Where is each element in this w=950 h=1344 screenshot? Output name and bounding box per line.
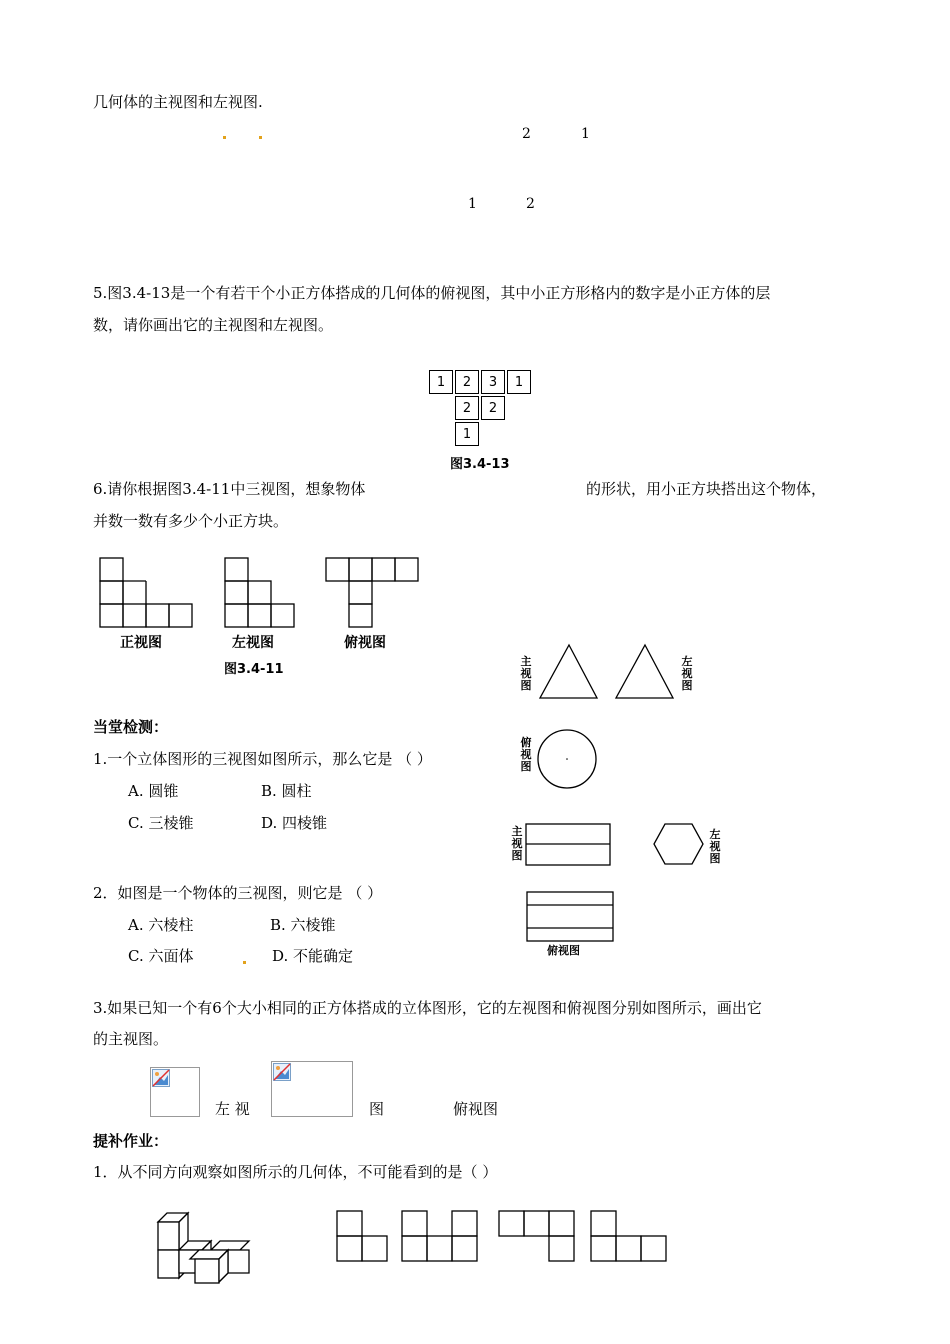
option-c-view: [498, 1210, 578, 1264]
decor-dot: [259, 136, 262, 139]
option: D. 四棱锥: [261, 814, 328, 832]
option: A. 圆锥: [128, 782, 179, 800]
section-heading: 提补作业：: [93, 1132, 169, 1150]
figure-caption: 图3.4-11: [224, 662, 284, 677]
image-placeholder-icon: [152, 1069, 170, 1087]
cone-main-view: [539, 644, 599, 700]
grid-cell: 1: [429, 370, 453, 394]
option-a-view: [336, 1210, 390, 1264]
grid-cell: 1: [507, 370, 531, 394]
homework-q1: 1．从不同方向观察如图所示的几何体，不可能看到的是（ ）: [93, 1163, 498, 1181]
grid-cell: 1: [455, 422, 479, 446]
q3-left-label: 左 视: [215, 1100, 250, 1118]
option: C. 六面体: [128, 947, 194, 965]
view-label: 俯视图: [344, 635, 386, 651]
main-view-label: 主 视 图: [520, 655, 532, 692]
cone-top-view: [536, 728, 598, 790]
check-q2: 2．如图是一个物体的三视图，则它是 （ ）: [93, 884, 383, 902]
grid-cell: 3: [481, 370, 505, 394]
left-view-figure: [224, 557, 296, 629]
front-view-figure: [99, 557, 194, 629]
option: D. 不能确定: [272, 947, 354, 965]
top-view-label: 俯 视 图: [520, 736, 532, 773]
grid-number: 2: [526, 196, 535, 212]
isometric-solid: [155, 1210, 253, 1288]
top-view-image: [271, 1061, 353, 1117]
grid-number: 2: [522, 126, 531, 142]
view-label: 左视图: [232, 635, 274, 651]
prism-top-view: [526, 891, 615, 943]
cone-left-view: [615, 644, 675, 700]
check-q3-line2: 的主视图。: [93, 1030, 169, 1048]
option-b-view: [401, 1210, 481, 1264]
top-view-figure: [325, 557, 420, 629]
main-view-label: 主 视 图: [511, 825, 523, 862]
option-d-view: [590, 1210, 670, 1264]
q6-line1b: 的形状，用小正方块搭出这个物体，: [586, 480, 827, 498]
intro-line: 几何体的主视图和左视图.: [93, 93, 263, 111]
decor-dot: [223, 136, 226, 139]
decor-dot: [243, 961, 246, 964]
option: B. 六棱锥: [270, 916, 336, 934]
left-view-label: 左 视 图: [709, 828, 721, 865]
option: C. 三棱锥: [128, 814, 194, 832]
figure-caption: 图3.4-13: [450, 457, 510, 472]
q5-line2: 数，请你画出它的主视图和左视图。: [93, 316, 334, 334]
check-q3-line1: 3.如果已知一个有6个大小相同的正方体搭成的立体图形，它的左视图和俯视图分别如图所示，画出它: [93, 999, 762, 1017]
q6-line1a: 6.请你根据图3.4-11中三视图，想象物体: [93, 480, 366, 498]
top-view-label: 俯视图: [547, 944, 580, 957]
q6-line2: 并数一数有多少个小正方块。: [93, 512, 289, 530]
section-heading: 当堂检测：: [93, 718, 169, 736]
option: B. 圆柱: [261, 782, 312, 800]
q3-fig-label: 图: [369, 1100, 385, 1118]
option: A. 六棱柱: [128, 916, 194, 934]
grid-cell: 2: [481, 396, 505, 420]
view-label: 正视图: [120, 635, 162, 651]
q5-line1: 5.图3.4-13是一个有若干个小正方体搭成的几何体的俯视图，其中小正方形格内的数字是小正方体的层: [93, 284, 771, 302]
image-placeholder-icon: [273, 1063, 291, 1081]
grid-cell: 2: [455, 370, 479, 394]
left-view-image: [150, 1067, 200, 1117]
q3-top-label: 俯视图: [453, 1100, 499, 1118]
check-q1: 1.一个立体图形的三视图如图所示，那么它是 （ ）: [93, 750, 432, 768]
prism-left-view: [653, 823, 705, 867]
grid-cell: 2: [455, 396, 479, 420]
left-view-label: 左 视 图: [681, 655, 693, 692]
grid-number: 1: [581, 126, 590, 142]
grid-number: 1: [468, 196, 477, 212]
prism-main-view: [525, 823, 612, 867]
